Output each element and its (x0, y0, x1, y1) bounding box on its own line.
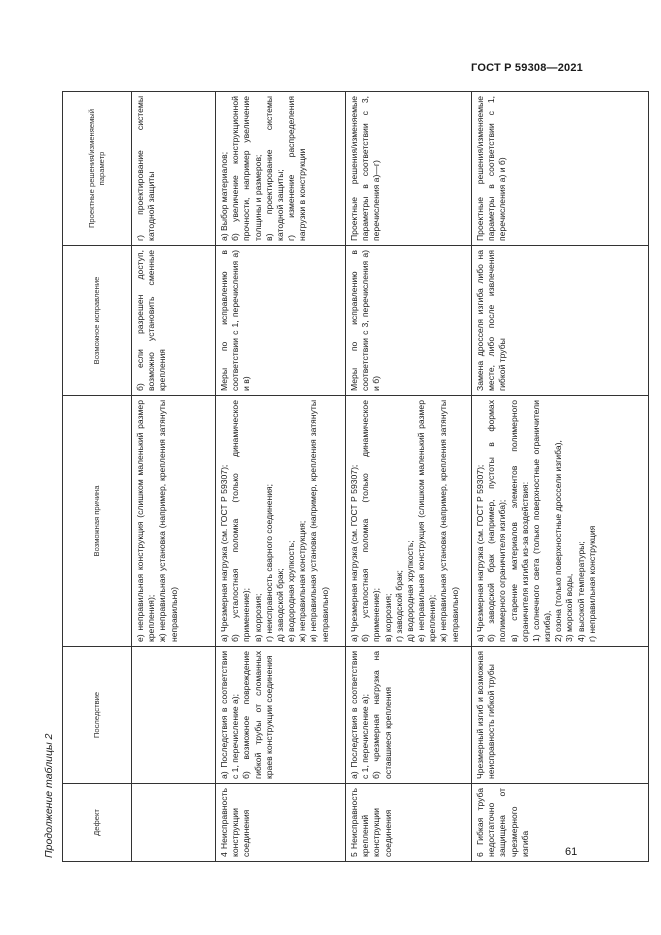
design-line: а) Выбор материалов; (219, 151, 229, 241)
cause-line: е) водородная хрупкость; (286, 540, 297, 642)
cell-defect (472, 784, 649, 862)
cell-consequence (132, 647, 216, 784)
cell-consequence (216, 647, 346, 784)
cause-line: а) Чрезмерная нагрузка (см. ГОСТ Р 59307); (219, 464, 229, 642)
cause-line: г) заводской брак; (393, 570, 404, 642)
cell-cause (346, 396, 472, 647)
defects-table (62, 91, 649, 862)
cell-consequence (472, 647, 649, 784)
consequence-line: б) возможное повреждение гибкой трубы от сломанных краев конструкции соединения (241, 651, 274, 779)
cell-fix (346, 246, 472, 396)
consequence-line: а) Последствия в соответствии с 1, перечисление а); (349, 651, 371, 779)
table-row (472, 92, 649, 862)
design-line: г) проектирование системы катодной защиты (135, 96, 157, 241)
cell-fix (216, 246, 346, 396)
cell-defect (346, 784, 472, 862)
fix-line: Меры по исправлению в соответствии с 1, перечисления а) и в) (219, 250, 252, 391)
cause-line: д) заводской брак; (274, 568, 285, 642)
column-header-fix: Возможное исправление (63, 246, 132, 396)
cause-line: д) водородная хрупкость; (404, 540, 415, 642)
cause-line: ж) неправильная установка (например, крепления затянуты неправильно) (157, 400, 179, 642)
column-header-cause: Возможная причина (63, 396, 132, 647)
table-header-row (63, 92, 132, 862)
cell-cause (132, 396, 216, 647)
design-line: Проектные решения/изменяемые параметры в соответствии с 3, перечисления а)—г) (349, 96, 382, 241)
cause-line: е) неправильная конструкция (слишком маленький размер крепления); (416, 400, 438, 642)
cell-defect (216, 784, 346, 862)
cell-design (346, 92, 472, 246)
defect-line: 5 Неисправность креплений конструкции соединения (349, 788, 393, 857)
defect-line: 4 Неисправность конструкции соединения (219, 788, 252, 857)
table-caption: Продолжение таблицы 2 (43, 733, 55, 858)
document-header: ГОСТ Р 59308—2021 (471, 62, 583, 74)
column-header-consequence: Последствие (63, 647, 132, 784)
cause-line: а) Чрезмерная нагрузка (см. ГОСТ Р 59307); (475, 464, 485, 642)
cell-cause (472, 396, 649, 647)
consequence-line: б) чрезмерная нагрузка на оставшиеся крепления (371, 651, 393, 779)
fix-line: Замена дросселя изгиба либо на месте, либо после извлечения гибкой трубы (475, 250, 508, 391)
cell-design (132, 92, 216, 246)
column-header-design: Проектные решения/изменяемый параметр (63, 92, 132, 246)
cause-line: е) неправильная конструкция (слишком маленький размер крепления); (135, 400, 157, 642)
cell-cause (216, 396, 346, 647)
cause-line: в) коррозия; (252, 593, 263, 642)
cell-design (216, 92, 346, 246)
cause-line: ж) неправильная установка (например, крепления затянуты неправильно) (438, 400, 460, 642)
cell-fix (132, 246, 216, 396)
cause-line: и) неправильная установка (например, крепления затянуты неправильно) (308, 400, 330, 642)
consequence-line: а) Последствия в соответствии с 1, перечисление а); (219, 651, 241, 779)
cause-line: 3) морской воды, (564, 573, 575, 642)
page-number: 61 (565, 846, 578, 858)
column-header-defect: Дефект (63, 784, 132, 862)
cause-line: б) заводской брак (например, пустоты в формах полимерного ограничителя изгиба); (486, 400, 508, 642)
design-line: в) проектирование системы катодной защиты; (263, 96, 285, 241)
defect-line: 6 Гибкая труба недостаточно защищена от чрезмерного изгиба (475, 788, 530, 857)
cell-design (472, 92, 649, 246)
cause-line: б) усталостная поломка (только динамическое применение); (360, 400, 382, 642)
cause-line: б) усталостная поломка (только динамическое применение); (230, 400, 252, 642)
design-line: Проектные решения/изменяемые параметры в соответствии с 1, перечисления а) и б) (475, 96, 508, 241)
cause-line: 4) высокой температуры; (575, 541, 586, 642)
consequence-line: Чрезмерный изгиб и возможная неисправность гибкой трубы (475, 651, 497, 779)
cause-line: в) старение материалов элементов полимерного ограничителя изгиба из-за воздействия: (508, 400, 530, 642)
fix-line: б) если разрешен доступ, возможно установить сменные крепления (135, 250, 168, 391)
cell-fix (472, 246, 649, 396)
cause-line: 2) озона (только поверхностные дроссели изгиба), (553, 440, 564, 642)
cause-line: ж) неправильная конструкция; (297, 520, 308, 642)
cause-line: 1) солнечного света (только поверхностные ограничители изгиба), (530, 400, 553, 642)
cause-line: в) коррозия; (382, 593, 393, 642)
design-line: г) изменение распределения нагрузки в конструкции (286, 96, 308, 241)
table-row (216, 92, 346, 862)
cause-line: а) Чрезмерная нагрузка (см. ГОСТ Р 59307); (349, 464, 359, 642)
table-row (132, 92, 216, 862)
fix-line: Меры по исправлению в соответствии с 3, перечисления а) и б) (349, 250, 382, 391)
cause-line: г) неисправность сварного соединения; (263, 483, 274, 642)
table-row (346, 92, 472, 862)
design-line: б) увеличение конструкционной прочности, например увеличение толщины и размеров; (230, 96, 263, 241)
cell-defect (132, 784, 216, 862)
rotated-table-area (43, 92, 597, 862)
cause-line: г) неправильная конструкция (586, 525, 597, 642)
cell-consequence (346, 647, 472, 784)
